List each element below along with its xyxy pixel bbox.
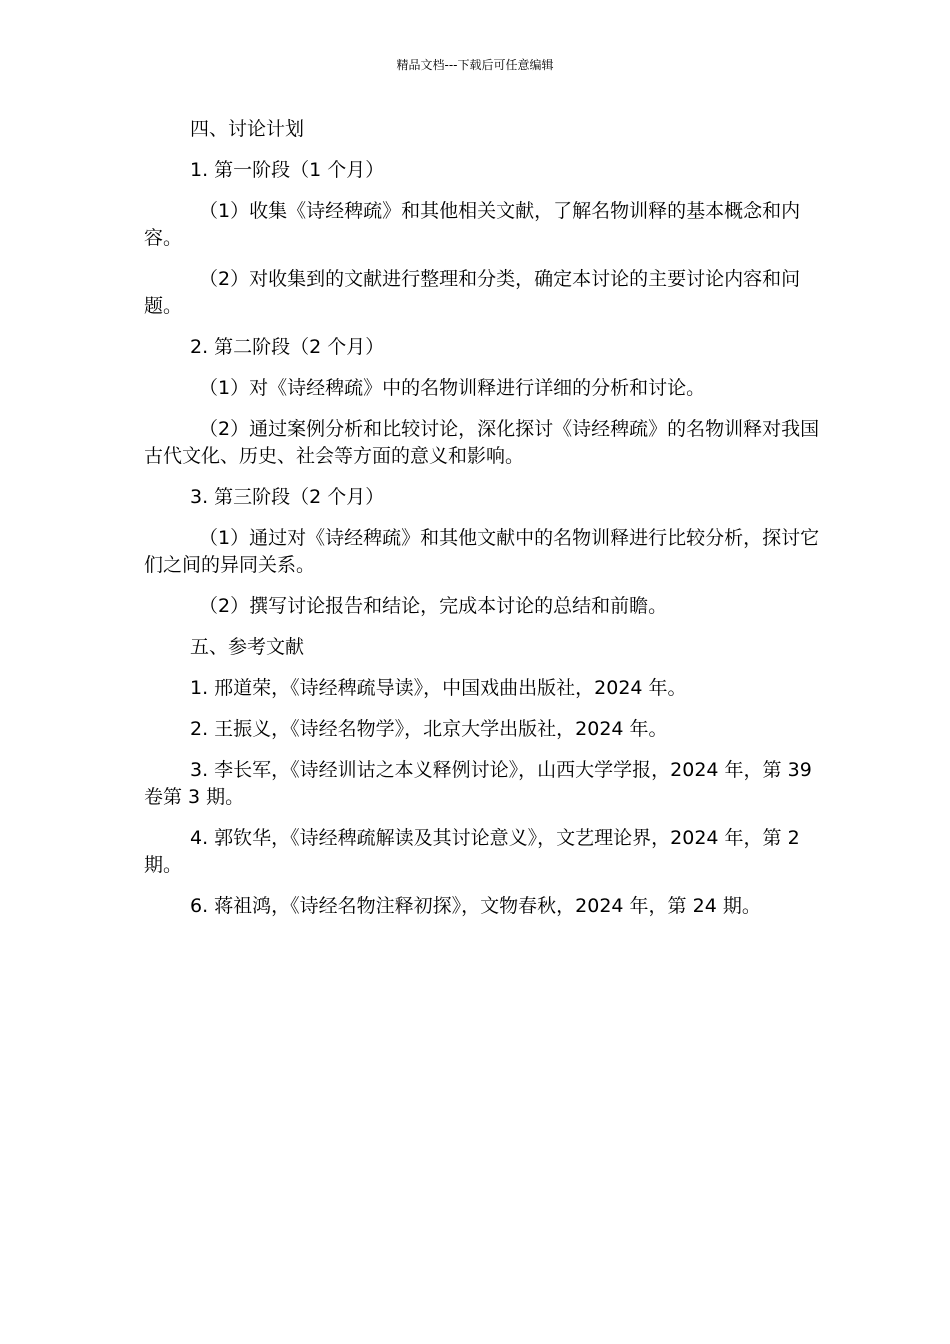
- reference-item-1: 1. 邢道荣，《诗经稗疏导读》，中国戏曲出版社，2024 年。: [190, 677, 687, 699]
- reference-item-4: 4. 郭钦华，《诗经稗疏解读及其讨论意义》，文艺理论界，2024 年，第 2 期。: [144, 827, 800, 876]
- stage-2-item-2: （2）通过案例分析和比较讨论，深化探讨《诗经稗疏》的名物训释对我国古代文化、历史、社会等方面的意义和影响。: [144, 418, 820, 467]
- stage-3-item-1: （1）通过对《诗经稗疏》和其他文献中的名物训释进行比较分析，探讨它们之间的异同关系。: [144, 527, 820, 576]
- reference-item-6: 6. 蒋祖鸿，《诗经名物注释初探》，文物春秋，2024 年，第 24 期。: [190, 895, 761, 917]
- stage-2-item-1: （1）对《诗经稗疏》中的名物训释进行详细的分析和讨论。: [199, 377, 706, 399]
- stage-2-heading: 2. 第二阶段（2 个月）: [190, 336, 385, 358]
- page-header: 精品文档---下载后可任意编辑: [396, 58, 554, 72]
- reference-item-3: 3. 李长军，《诗经训诂之本义释例讨论》，山西大学学报，2024 年，第 39 卷第 3 期。: [144, 759, 812, 808]
- stage-1-item-1: （1）收集《诗经稗疏》和其他相关文献，了解名物训释的基本概念和内容。: [144, 200, 801, 249]
- reference-item-2: 2. 王振义，《诗经名物学》，北京大学出版社，2024 年。: [190, 718, 668, 740]
- section-heading-references: 五、参考文献: [190, 636, 305, 658]
- document-body: [144, 116, 824, 934]
- section-heading-discussion-plan: 四、讨论计划: [190, 118, 305, 140]
- stage-1-item-2: （2）对收集到的文献进行整理和分类，确定本讨论的主要讨论内容和问题。: [144, 268, 801, 317]
- stage-3-heading: 3. 第三阶段（2 个月）: [190, 486, 385, 508]
- stage-1-heading: 1. 第一阶段（1 个月）: [190, 159, 385, 181]
- stage-3-item-2: （2）撰写讨论报告和结论，完成本讨论的总结和前瞻。: [199, 595, 668, 617]
